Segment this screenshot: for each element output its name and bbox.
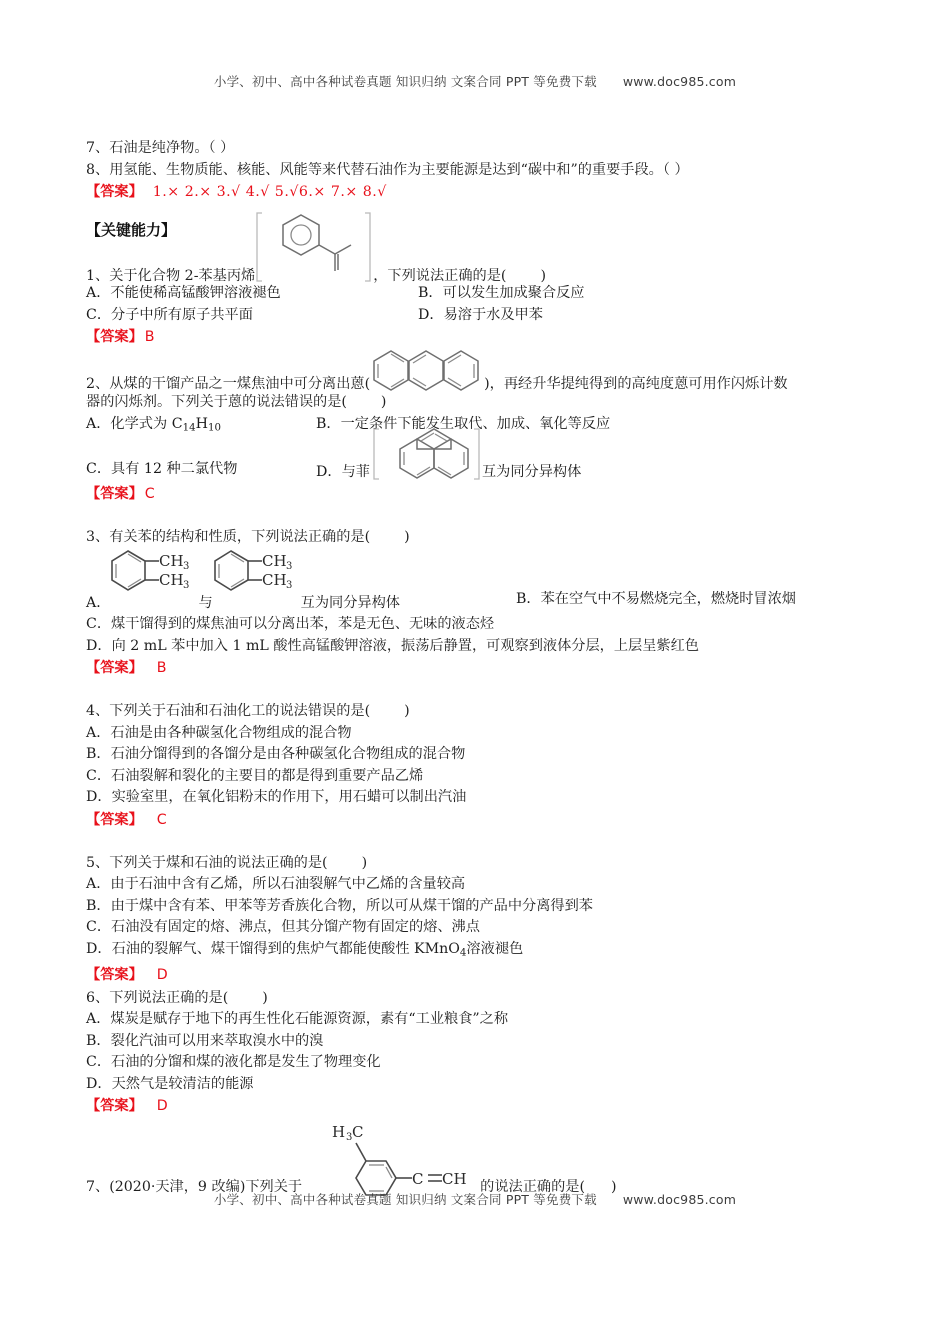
answer-tag: 【答案】 — [86, 811, 143, 828]
document-body — [86, 138, 876, 1197]
structure-2-phenylpropene — [255, 261, 373, 283]
question-7-stem-before: 7、(2020·天津，9 改编)下列关于 — [86, 1179, 303, 1196]
question-1-option-d: D．易溶于水及甲苯 — [418, 306, 543, 323]
question-1-answer — [86, 326, 876, 348]
question-5-option-d-post: 溶液褪色 — [466, 940, 524, 957]
svg-text:CH: CH — [442, 1170, 467, 1189]
question-5 — [86, 853, 876, 986]
question-2-option-d-pre: D．与菲 — [316, 463, 370, 480]
question-2-option-a-sub1: 14 — [182, 422, 196, 434]
question-3-option-a-mid: 与 — [198, 594, 213, 611]
question-2-stem-line-2 — [86, 392, 876, 414]
question-1-options-row-2 — [86, 305, 876, 327]
question-5-option-c: C．石油没有固定的熔、沸点，但其分馏产物有固定的熔、沸点 — [86, 919, 480, 936]
question-3-answer — [86, 657, 876, 679]
answer-tag: 【答案】 — [86, 486, 143, 503]
question-2-options-row-2 — [86, 459, 876, 484]
question-4-option-b: B．石油分馏得到的各馏分是由各种碳氢化合物组成的混合物 — [86, 746, 466, 763]
question-4 — [86, 701, 876, 831]
question-3-option-d: D．向 2 mL 苯中加入 1 mL 酸性高锰酸钾溶液，振荡后静置，可观察到液体分层，上层呈紫红色 — [86, 637, 699, 654]
svg-text:CH: CH — [261, 570, 287, 589]
svg-text:C: C — [352, 1123, 364, 1142]
question-5-option-d — [86, 939, 876, 964]
question-6-answer — [86, 1095, 876, 1117]
footer-watermark-text: 小学、初中、高中各种试卷真题 知识归纳 文案合同 PPT 等免费下载 — [213, 1192, 597, 1207]
answer-tag: 【答案】 — [86, 966, 143, 983]
question-2-option-c: C．具有 12 种二氯代物 — [86, 460, 238, 477]
question-2-option-a-sub2: 10 — [207, 422, 221, 434]
question-7-stem-end: ) — [610, 1179, 617, 1196]
question-3-option-a-post: 互为同分异构体 — [300, 594, 400, 611]
structure-o-xylene-left — [110, 551, 198, 611]
question-2-option-d — [316, 459, 876, 484]
answer-tag: 【答案】 — [86, 1098, 143, 1115]
answer-letter: D — [156, 966, 168, 983]
question-5-stem — [86, 853, 876, 875]
question-2-stem-after: )，再经升华提纯得到的高纯度蒽可用作闪烁计数 — [484, 376, 788, 392]
question-1-option-c: C．分子中所有原子共平面 — [86, 306, 253, 323]
question-3-stem-end: ) — [404, 529, 410, 546]
question-5-option-d-sub: 4 — [459, 947, 467, 959]
question-6-option-a: A．煤炭是赋存于地下的再生性化石能源资源，素有“工业粮食”之称 — [86, 1011, 509, 1028]
question-2 — [86, 370, 876, 505]
question-4-option-a: A．石油是由各种碳氢化合物组成的混合物 — [86, 724, 352, 741]
svg-text:3: 3 — [346, 1132, 353, 1144]
svg-text:CH: CH — [159, 570, 184, 589]
question-1-stem-end: ) — [540, 268, 547, 284]
question-4-answer — [86, 809, 876, 831]
question-1-options-row-1 — [86, 283, 876, 305]
svg-text:3: 3 — [183, 579, 190, 591]
question-4-option-c: C．石油裂解和裂化的主要目的都是得到重要产品乙烯 — [86, 767, 424, 784]
question-4-stem — [86, 701, 876, 723]
answer-tag: 【答案】 — [86, 660, 143, 677]
question-6-stem-end: ) — [262, 989, 268, 1006]
question-1-option-a: A．不能使稀高锰酸钾溶液褪色 — [86, 285, 281, 301]
question-5-answer — [86, 964, 876, 986]
question-4-stem-end: ) — [404, 703, 410, 720]
answer-tag: 【答案】 — [86, 184, 143, 200]
question-1-option-b: B．可以发生加成聚合反应 — [418, 285, 585, 301]
svg-text:3: 3 — [285, 579, 293, 591]
question-2-option-a-pre: A．化学式为 C — [86, 415, 183, 432]
question-3 — [86, 527, 876, 679]
answer-marks: 1.× 2.× 3.√ 4.√ 5.√6.× 7.× 8.√ — [152, 184, 387, 200]
svg-text:3: 3 — [183, 560, 190, 572]
question-1-stem — [86, 261, 876, 283]
question-5-option-d-pre: D．石油的裂解气、煤干馏得到的焦炉气都能使酸性 KMnO — [86, 940, 460, 957]
question-2-answer — [86, 483, 876, 505]
question-2-stem-end: ) — [380, 394, 387, 410]
question-5-option-a: A．由于石油中含有乙烯，所以石油裂解气中乙烯的含量较高 — [86, 876, 466, 893]
question-3-options-row-1 — [86, 551, 876, 615]
svg-text:C: C — [412, 1170, 424, 1189]
footer-watermark-url: www.doc985.com — [622, 1192, 737, 1207]
tf-question-7: 7、石油是纯净物。（ ） — [86, 140, 235, 156]
answer-letter: C — [156, 811, 167, 828]
question-4-option-d: D．实验室里，在氧化铝粉末的作用下，用石蜡可以制出汽油 — [86, 789, 467, 806]
question-2-stem-line2-text: 器的闪烁剂。下列关于蒽的说法错误的是( — [86, 394, 347, 410]
question-2-option-b: B．一定条件下能发生取代、加成、氧化等反应 — [316, 415, 611, 432]
question-1-stem-after: ，下列说法正确的是( — [373, 268, 507, 284]
answer-letter: B — [144, 329, 155, 345]
structure-phenanthrene — [370, 459, 482, 481]
question-5-stem-text: 5、下列关于煤和石油的说法正确的是( — [86, 854, 328, 871]
question-2-stem-line-1 — [86, 370, 876, 392]
header-watermark-text: 小学、初中、高中各种试卷真题 知识归纳 文案合同 PPT 等免费下载 — [213, 74, 597, 89]
svg-text:CH: CH — [261, 551, 287, 570]
question-6-stem-text: 6、下列说法正确的是( — [86, 989, 229, 1006]
tf-question-8: 8、用氢能、生物质能、核能、风能等来代替石油作为主要能源是达到“碳中和”的重要手段。（ ） — [86, 161, 689, 178]
question-6 — [86, 988, 876, 1118]
question-1 — [86, 261, 876, 348]
question-7-stem-after: 的说法正确的是( — [480, 1179, 585, 1196]
question-5-stem-end: ) — [361, 854, 368, 871]
question-2-option-a-mid: H — [195, 415, 208, 432]
question-5-option-b: B．由于煤中含有苯、甲苯等芳香族化合物，所以可从煤干馏的产品中分离得到苯 — [86, 897, 593, 914]
question-3-stem — [86, 527, 876, 549]
question-6-stem — [86, 988, 876, 1010]
answer-letter: C — [144, 486, 155, 503]
question-3-option-a-pre: A． — [86, 594, 111, 611]
question-2-stem-before: 2、从煤的干馏产品之一煤焦油中可分离出蒽( — [86, 376, 371, 392]
question-6-option-d: D．天然气是较清洁的能源 — [86, 1075, 254, 1092]
svg-text:3: 3 — [285, 560, 293, 572]
question-3-option-c: C．煤干馏得到的煤焦油可以分离出苯，苯是无色、无味的液态烃 — [86, 616, 495, 633]
question-6-option-b: B．裂化汽油可以用来萃取溴水中的溴 — [86, 1032, 324, 1049]
question-2-option-d-post: 互为同分异构体 — [481, 463, 582, 480]
header-watermark — [0, 72, 950, 90]
answer-tag: 【答案】 — [86, 329, 143, 345]
question-3-option-a — [86, 551, 516, 615]
question-6-option-c: C．石油的分馏和煤的液化都是发生了物理变化 — [86, 1054, 381, 1071]
question-1-stem-before: 1、关于化合物 2-苯基丙烯 — [86, 268, 256, 284]
structure-anthracene — [370, 370, 484, 392]
structure-o-xylene-right — [213, 551, 301, 611]
question-2-option-a — [86, 414, 316, 439]
svg-text:H: H — [332, 1123, 346, 1142]
svg-text:CH: CH — [159, 551, 184, 570]
answer-letter: B — [156, 660, 167, 677]
tf-answer-row — [86, 181, 876, 203]
section-heading-key-ability: 【关键能力】 — [86, 221, 177, 239]
footer-watermark — [0, 1190, 950, 1208]
question-4-stem-text: 4、下列关于石油和石油化工的说法错误的是( — [86, 703, 371, 720]
question-2-options-row-1 — [86, 414, 876, 439]
question-3-stem-text: 3、有关苯的结构和性质，下列说法正确的是( — [86, 529, 371, 546]
answer-letter: D — [156, 1098, 168, 1115]
question-3-option-b: B．苯在空气中不易燃烧完全，燃烧时冒浓烟 — [516, 590, 796, 607]
header-watermark-url: www.doc985.com — [622, 74, 737, 89]
